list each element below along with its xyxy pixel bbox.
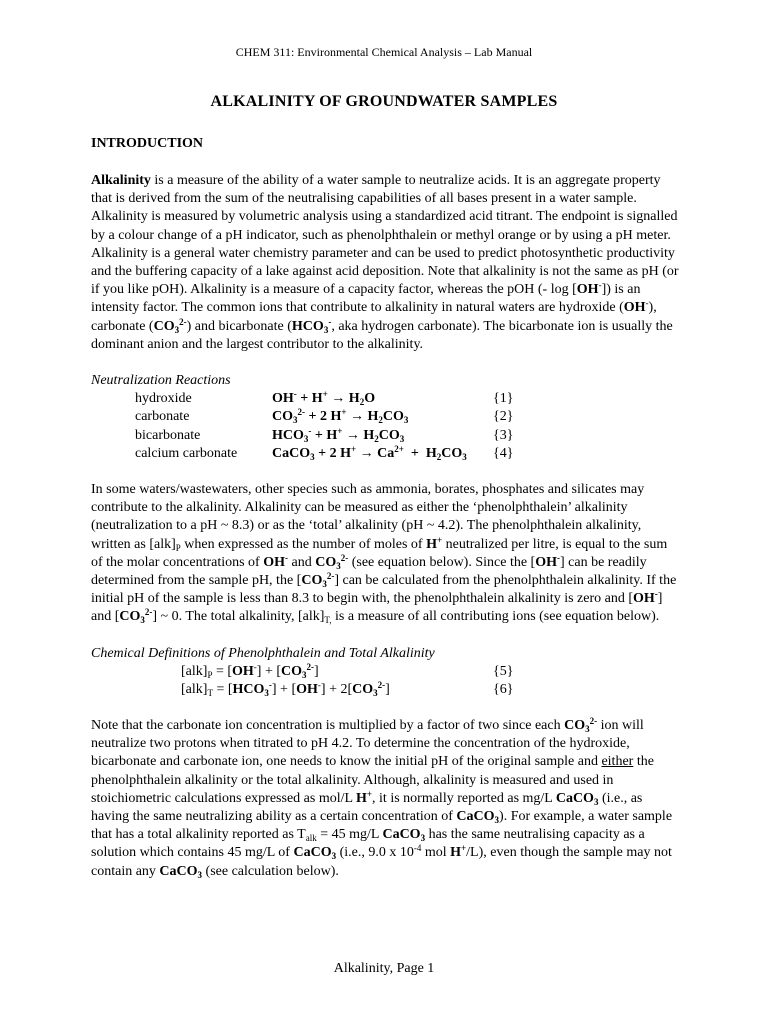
- text-run: CO: [153, 318, 175, 334]
- text-run: ]: [385, 682, 390, 698]
- text-run: when expressed as the number of moles of: [180, 536, 427, 552]
- reaction-row: [91, 408, 691, 426]
- formula-hco3: [233, 682, 272, 697]
- superscript: -: [308, 425, 312, 436]
- equation-number: {3}: [493, 427, 514, 443]
- subscript: 3: [322, 579, 327, 590]
- text-run: (i.e., 9.0 x 10: [336, 845, 414, 861]
- text-run: mol: [421, 845, 451, 861]
- text-run: (see equation below). Since the [: [348, 554, 536, 570]
- formula-co3: [564, 718, 597, 733]
- subscript: 3: [462, 451, 467, 462]
- reaction-name: hydroxide: [135, 391, 192, 407]
- reactions-heading: Neutralization Reactions: [91, 373, 231, 388]
- superscript: +: [337, 425, 343, 436]
- subscript: 3: [310, 451, 315, 462]
- text-run: OH: [633, 591, 655, 607]
- text-run: neutralized per litre, is equal to the sum of the molar concentrations of: [91, 536, 668, 570]
- formula-caco3: [293, 845, 336, 860]
- superscript: +: [366, 788, 373, 799]
- superscript: -: [654, 589, 658, 600]
- formula-oh: [633, 591, 658, 606]
- equation-number: {2}: [493, 409, 514, 425]
- text-run: CaCO: [555, 790, 594, 806]
- subscript: 3: [420, 833, 426, 844]
- superscript: -: [253, 662, 257, 673]
- document-title: ALKALINITY OF GROUNDWATER SAMPLES: [210, 93, 558, 110]
- superscript: -: [268, 680, 272, 691]
- formula-oh: OH: [623, 300, 646, 316]
- subscript: 3: [264, 688, 269, 699]
- superscript: 2-: [179, 316, 187, 327]
- subscript: P: [175, 542, 181, 553]
- subscript: alk: [305, 833, 317, 844]
- superscript: 2-: [144, 607, 153, 618]
- text-run: CO: [281, 664, 303, 680]
- superscript: +: [351, 443, 357, 454]
- superscript: -: [598, 280, 602, 291]
- subscript: 2: [436, 451, 442, 462]
- text-run: ] can be calculated from the phenolphthalein alkalinity. If the initial pH of the sample is less than 8.3 to begin with, the phenolphthalein alkalinity is zero and [: [91, 573, 677, 607]
- reaction-name: carbonate: [135, 409, 190, 425]
- subscript: 3: [373, 688, 378, 699]
- text-run: ] + [: [256, 664, 282, 680]
- reaction-equation: [272, 427, 404, 445]
- text-run: HCO: [272, 427, 304, 443]
- reaction-equation: [272, 445, 467, 463]
- text-run: HCO: [291, 318, 324, 334]
- formula-co3: [153, 316, 187, 335]
- reaction-row: [91, 427, 691, 445]
- formula-oh: [535, 552, 560, 570]
- text-run: H: [450, 845, 462, 861]
- text-run: ] can be readily determined from the sample pH, the [: [91, 554, 647, 589]
- formula-co3: [281, 664, 314, 679]
- text-run: Note that the carbonate ion concentration is multiplied by a factor of two since each: [91, 718, 565, 733]
- formula-caco3: [382, 827, 425, 842]
- text-run: + 2 H: [314, 445, 351, 461]
- arrow-glyph: →: [327, 391, 349, 407]
- superscript: +: [341, 407, 347, 418]
- superscript: -: [285, 552, 288, 563]
- equation-number: {6}: [493, 682, 514, 698]
- subscript: P: [207, 670, 213, 681]
- text-run: is a measure of all contributing ions (see equation below).: [331, 609, 660, 625]
- formula-co3: [352, 682, 385, 697]
- text-run: [alk]: [181, 664, 208, 680]
- text-run: ]) is an intensity factor. The common ions that contribute to alkalinity in natural waters are hydroxide (: [91, 282, 641, 316]
- formula-co3: [119, 609, 152, 624]
- superscript: 2-: [377, 680, 386, 691]
- subscript: 3: [494, 815, 500, 826]
- superscript: +: [322, 389, 328, 400]
- superscript: 2-: [589, 716, 598, 726]
- text-run: has the same neutralising capacity as a solution which contains 45 mg/L of: [91, 827, 645, 861]
- superscript: 2-: [297, 407, 305, 418]
- superscript: +: [461, 843, 467, 854]
- text-run: H: [425, 445, 437, 461]
- subscript: 3: [399, 433, 405, 444]
- text-run: and: [288, 554, 316, 570]
- text-run: ] ~ 0. The total alkalinity, [alk]: [152, 609, 325, 625]
- text-run: CO: [378, 427, 400, 443]
- definition-row: [91, 681, 691, 699]
- text-run: OH: [263, 554, 285, 570]
- subscript: 2: [374, 433, 379, 444]
- text-run: ), carbonate (: [91, 300, 657, 334]
- text-run: = [: [212, 682, 233, 698]
- text-run: ]: [314, 664, 319, 680]
- text-run: /L), even though the sample may not contain any: [91, 845, 672, 879]
- superscript: +: [436, 534, 443, 545]
- subscript: 3: [140, 615, 145, 626]
- text-run: CO: [272, 409, 293, 425]
- text-run: the phenolphthalein alkalinity or the total alkalinity. Although, alkalinity is measured and used in stoichiometric calculations expressed as mol/L: [91, 754, 654, 806]
- subscript: 3: [585, 724, 590, 734]
- subscript: 3: [293, 415, 298, 426]
- subscript: T: [207, 688, 213, 699]
- neutralization-reactions: [91, 372, 691, 463]
- text-run: , it is normally reported as mg/L: [372, 790, 556, 806]
- subscript: 3: [197, 869, 203, 880]
- text-run: CaCO: [382, 827, 421, 843]
- running-header: CHEM 311: Environmental Chemical Analysis – Lab Manual: [235, 45, 533, 59]
- superscript: -: [317, 680, 321, 691]
- text-run: ) and bicarbonate (: [186, 318, 292, 334]
- text-run: OH: [272, 391, 294, 407]
- superscript: 2-: [326, 571, 335, 582]
- equation-number: {1}: [493, 391, 514, 407]
- term-alkalinity: Alkalinity: [91, 173, 151, 188]
- reaction-equation: [272, 390, 375, 408]
- formula-oh: OH: [232, 664, 254, 680]
- formula-oh: [263, 552, 288, 570]
- equation-number: {4}: [493, 445, 514, 461]
- formula-hco3: [291, 316, 332, 335]
- text-run: CO: [352, 682, 374, 698]
- arrow-glyph: →: [346, 409, 368, 425]
- text-run: CO: [119, 609, 141, 625]
- subscript: 3: [174, 324, 180, 335]
- text-run: ). For example, a water sample that has a total alkalinity reported as T: [91, 809, 673, 843]
- text-run: CO: [382, 409, 404, 425]
- text-run: CO: [441, 445, 463, 461]
- text-run: H: [426, 536, 437, 552]
- text-run: CO: [301, 573, 323, 589]
- subscript: 3: [403, 415, 409, 426]
- text-run: H: [356, 790, 367, 806]
- formula-caco3: [556, 791, 599, 806]
- text-run: +: [403, 445, 426, 461]
- definitions-heading: Chemical Definitions of Phenolphthalein and Total Alkalinity: [91, 646, 435, 661]
- text-run: CaCO: [159, 863, 198, 879]
- superscript: 2-: [340, 552, 349, 563]
- text-run: CaCO: [293, 845, 332, 861]
- intro-paragraph: [91, 172, 681, 354]
- formula-co3: [315, 552, 349, 571]
- total-alkalinity-equation: [181, 681, 390, 699]
- formula-oh: OH: [576, 282, 599, 298]
- text-run: [alk]: [181, 682, 208, 698]
- formula-h: [450, 845, 466, 860]
- text-run: CO: [315, 554, 337, 570]
- text-run: H: [348, 391, 360, 407]
- reaction-name: bicarbonate: [135, 427, 201, 443]
- text-run: is a measure of the ability of a water sample to neutralize acids. It is an aggregate property that is derived from the sum of the neutralising capabilities of all bases present in a water sample. Alkalinity is measured by volumetric analysis using a standardized acid titrant. The endpoint is signalled by a colour change of a pH indicator, such as phenolphthalein or methyl orange or by using a pH meter. Alkalinity is a general water chemistry parameter and can be used to predict photosynthetic productivity and the buffering capacity of a lake against acid deposition. Note that alkalinity is not the same as pH (or if you like pOH). Alkalinity is a measure of a capacity factor, whereas the pOH (- log [: [91, 173, 679, 298]
- formula-h: [426, 534, 443, 552]
- text-run: Ca: [377, 445, 395, 461]
- superscript: 2-: [306, 662, 315, 673]
- superscript: -: [328, 316, 332, 327]
- superscript: -: [645, 298, 649, 309]
- reaction-row: [91, 445, 691, 463]
- text-run: (see calculation below).: [202, 863, 339, 879]
- superscript: -: [557, 552, 560, 563]
- formula-co3: [301, 573, 334, 588]
- text-run: , aka hydrogen carbonate). The bicarbonate ion is usually the dominant anion and the largest contributor to the alkalinity.: [91, 318, 673, 352]
- superscript: -: [293, 389, 297, 400]
- reaction-row: [91, 390, 691, 408]
- phenolphthalein-alkalinity-equation: [181, 663, 319, 681]
- arrow-glyph: →: [356, 445, 378, 461]
- text-run: ion will neutralize two protons when titrated to pH 4.2. To determine the concentration of the hydroxide, bicarbonate and carbonate ion, one needs to know the initial pH of the original sample and: [91, 718, 644, 770]
- section-heading: INTRODUCTION: [91, 136, 204, 151]
- underlined-either: either: [601, 754, 634, 770]
- definition-row: [91, 663, 691, 681]
- phenolphthalein-paragraph: [91, 481, 681, 627]
- text-run: H: [363, 427, 375, 443]
- formula-h: [356, 788, 373, 806]
- text-run: + 2 H: [305, 409, 342, 425]
- superscript: 2+: [394, 443, 404, 454]
- text-run: H: [367, 409, 379, 425]
- text-run: In some waters/wastewaters, other species such as ammonia, borates, phosphates and silicates may contribute to the alkalinity. Alkalinity can be measured as either the ‘phenolphthalein’ alkalinity (neutralization to a pH ~ 8.3) or as the ‘total’ alkalinity (pH ~ 4.2). The phenolphthalein alkalinity, written as [alk]: [91, 482, 645, 552]
- subscript: 3: [303, 433, 309, 444]
- text-run: CaCO: [456, 809, 495, 825]
- subscript: 2: [359, 397, 365, 408]
- formula-caco3: [456, 809, 499, 824]
- text-run: OH: [535, 554, 557, 570]
- alkalinity-definitions: [91, 645, 691, 700]
- subscript: 3: [336, 560, 341, 571]
- subscript: 3: [331, 851, 337, 862]
- reaction-equation: [272, 408, 408, 426]
- superscript: -4: [413, 843, 422, 854]
- text-run: (i.e., as having the same neutralizing ability as a certain concentration of: [91, 790, 643, 825]
- subscript: 3: [593, 796, 599, 807]
- carbonate-note-paragraph: [91, 717, 681, 881]
- text-run: + H: [296, 391, 323, 407]
- formula-caco3: [159, 864, 202, 879]
- formula-oh: OH: [296, 682, 318, 698]
- text-run: = [: [212, 664, 233, 680]
- arrow-glyph: →: [342, 427, 364, 443]
- text-run: CO: [564, 718, 586, 733]
- text-run: O: [364, 391, 376, 407]
- reaction-name: calcium carbonate: [135, 445, 238, 461]
- subscript: 3: [302, 670, 307, 681]
- equation-number: {5}: [493, 664, 514, 680]
- text-run: CaCO: [272, 445, 311, 461]
- text-run: ] + [: [271, 682, 297, 698]
- text-run: ] + 2[: [320, 682, 353, 698]
- subscript: 3: [323, 324, 329, 335]
- subscript: T,: [324, 615, 332, 626]
- page-footer: Alkalinity, Page 1: [333, 961, 435, 976]
- subscript: 2: [378, 415, 383, 426]
- text-run: + H: [311, 427, 338, 443]
- text-run: HCO: [232, 682, 265, 698]
- text-run: = 45 mg/L: [316, 827, 383, 843]
- text-run: ] and [: [91, 591, 663, 625]
